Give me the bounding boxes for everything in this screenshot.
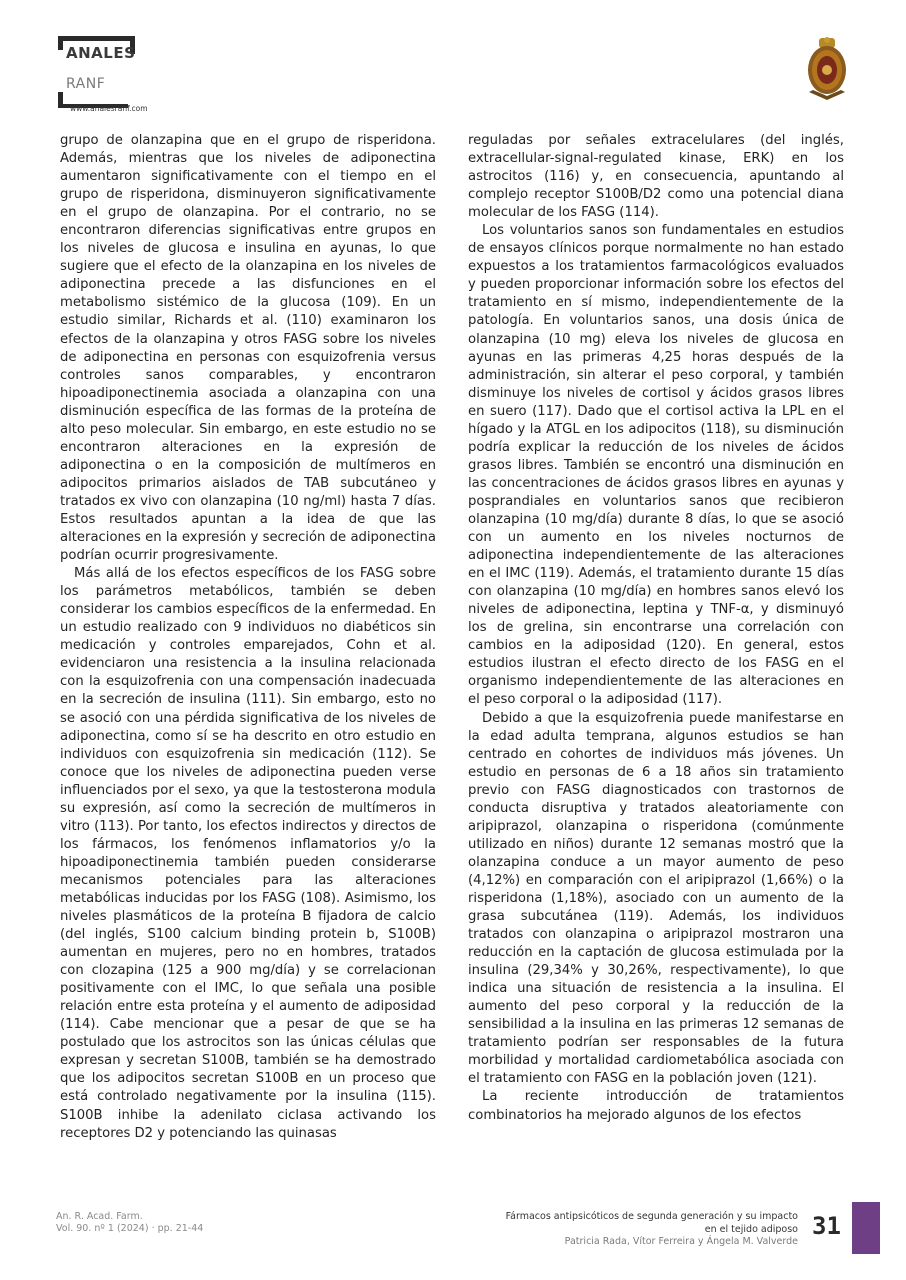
journal-logo: [58, 36, 178, 116]
logo-subtitle: RANF: [66, 76, 106, 92]
logo-bracket: [58, 36, 134, 41]
article-title-line: en el tejido adiposo: [704, 1223, 798, 1235]
page-accent-tab: [852, 1202, 880, 1254]
paragraph: La reciente introducción de tratamientos combinatorios ha mejorado algunos de los efectos: [468, 1089, 844, 1123]
journal-citation: [56, 1211, 203, 1235]
paragraph: grupo de olanzapina que en el grupo de risperidona. Además, mientras que los niveles de adiponectina aumentaron significativamente con el tiempo en el grupo de risperidona, disminuyeron significativamente en el grupo de olanzapina. Por el contrario, no se encontraron diferencias significativas entre grupos en los niveles de glucosa e insulina en ayunas, lo que sugiere que el efecto de la olanzapina en los niveles de adiponectina precede a las disfunciones en el metabolismo sistémico de la glucosa (109). En un estudio similar, Richards et al. (110) examinaron los efectos de la olanzapina y otros FASG sobre los niveles de adiponectina en personas con esquizofrenia versus controles sanos comparables, y encontraron hipoadiponectinemia asociada a olanzapina con una disminución específica de las formas de la proteína de alto peso molecular. Sin embargo, en este estudio no se encontraron alteraciones en la expresión de adiponectina o en la composición de multímeros en adipocitos primarios aislados de TAB subcutáneo y tratados ex vivo con olanzapina (10 ng/ml) hasta 7 días. Estos resultados apuntan a la idea de que las alteraciones en la expresión y secreción de adiponectina podrían ocurrir progresivamente.: [60, 133, 436, 564]
article-info: [506, 1211, 798, 1249]
logo-url: www.analesranf.com: [70, 104, 148, 113]
article-title-line: Fármacos antipsicóticos de segunda generación y su impacto: [505, 1211, 798, 1222]
logo-bracket: [58, 36, 63, 50]
academy-crest-icon: [803, 34, 851, 104]
right-column: [468, 132, 844, 1125]
paragraph: Más allá de los efectos específicos de los FASG sobre los parámetros metabólicos, también se deben considerar los cambios específicos de la enfermedad. En un estudio realizado con 9 individuos no diabéticos sin medicación y controles emparejados, Cohn et al. evidenciaron una resistencia a la insulina relacionada con la esquizofrenia con una compensación inadecuada en la secreción de insulina (111). Sin embargo, esto no se asoció con una pérdida significativa de los niveles de adiponectina, como sí se ha descrito en otro estudio en individuos con esquizofrenia sin medicación (112). Se conoce que los niveles de adiponectina pueden verse influenciados por el sexo, ya que la testosterona modula su expresión, así como la secreción de multímeros in vitro (113). Por tanto, los efectos indirectos y directos de los fármacos, los fenómenos inflamatorios y/o la hipoadiponectinemia también pueden considerarse mecanismos potenciales para las alteraciones metabólicas inducidas por los FASG (108). Asimismo, los niveles plasmáticos de la proteína B fijadora de calcio (del inglés, S100 calcium binding protein b, S100B) aumentan en mujeres, pero no en hombres, tratados con clozapina (125 a 900 mg/día) y se correlacionan positivamente con el IMC, lo que señala una posible relación entre esta proteína y el aumento de adiposidad (114). Cabe mencionar que a pesar de que se ha postulado que los astrocitos son las únicas células que expresan y secretan S100B, también se ha demostrado que los adipocitos secretan S100B en un proceso que está controlado negativamente por la insulina (115). S100B inhibe la adenilato ciclasa activando los receptores D2 y potenciando las quinasas: [60, 566, 436, 1141]
journal-name: An. R. Acad. Farm.: [56, 1211, 143, 1222]
journal-volume: Vol. 90. nº 1 (2024) · pp. 21-44: [56, 1223, 204, 1234]
logo-title: ANALES: [66, 44, 136, 62]
article-authors: Patricia Rada, Vítor Ferreira y Ángela M. Valverde: [564, 1236, 798, 1247]
paragraph: reguladas por señales extracelulares (del inglés, extracellular-signal-regulated kinase, ERK) en los astrocitos (116) y, en consecuencia, apuntando al complejo receptor S100B/D2 como una potencial diana molecular de los FASG (114).: [468, 133, 844, 221]
page-number: 31: [812, 1212, 841, 1240]
paragraph: Debido a que la esquizofrenia puede manifestarse en la edad adulta temprana, algunos estudios se han centrado en cohortes de individuos más jóvenes. Un estudio en personas de 6 a 18 años sin tratamiento previo con FASG diagnosticados con trastornos de conducta disruptiva y tratados aleatoriamente con aripiprazol, olanzapina o risperidona (comúnmente utilizado en niños) durante 12 semanas mostró que la olanzapina conduce a un mayor aumento de peso (4,12%) en comparación con el aripiprazol (1,66%) o la risperidona (1,18%), asociado con un aumento de la grasa subcutánea (119). Además, los individuos tratados con olanzapina o aripiprazol mostraron una reducción en la captación de glucosa estimulada por la insulina (29,34% y 30,26%, respectivamente), lo que indica una situación de resistencia a la insulina. El aumento del peso corporal y la reducción de la sensibilidad a la insulina en las primeras 12 semanas de tratamiento podrían ser responsables de la futura morbilidad y mortalidad cardiometabólica asociada con el tratamiento con FASG en la población joven (121).: [468, 710, 844, 1087]
left-column: [60, 132, 436, 1143]
paragraph: Los voluntarios sanos son fundamentales en estudios de ensayos clínicos porque normalmente no han estado expuestos a los tratamientos farmacológicos evaluados y pueden proporcionar información sobre los efectos del tratamiento en sí mismo, independientemente de la patología. En voluntarios sanos, una dosis única de olanzapina (10 mg) eleva los niveles de glucosa en ayunas en las primeras 4,25 horas después de la administración, sin alterar el peso corporal, y también disminuye los niveles de cortisol y ácidos grasos libres en suero (117). Dado que el cortisol activa la LPL en el hígado y la ATGL en los adipocitos (118), su disminución podría explicar la reducción de los niveles de ácidos grasos libres. También se encontró una disminución en las concentraciones de ácidos grasos libres en ayunas y posprandiales en voluntarios sanos que recibieron olanzapina (10 mg/día) durante 8 días, lo que se asoció con un aumento en los niveles nocturnos de adiponectina independientemente de las alteraciones en el IMC (119). Además, el tratamiento durante 15 días con olanzapina (10 mg/día) en hombres sanos elevó los niveles de adiponectina, leptina y TNF-α, y disminuyó los de grelina, sin encontrarse una correlación con cambios en la adiposidad (120). En general, estos estudios ilustran el efecto directo de los FASG en el organismo independientemente de las alteraciones en el peso corporal o la adiposidad (117).: [468, 223, 844, 708]
